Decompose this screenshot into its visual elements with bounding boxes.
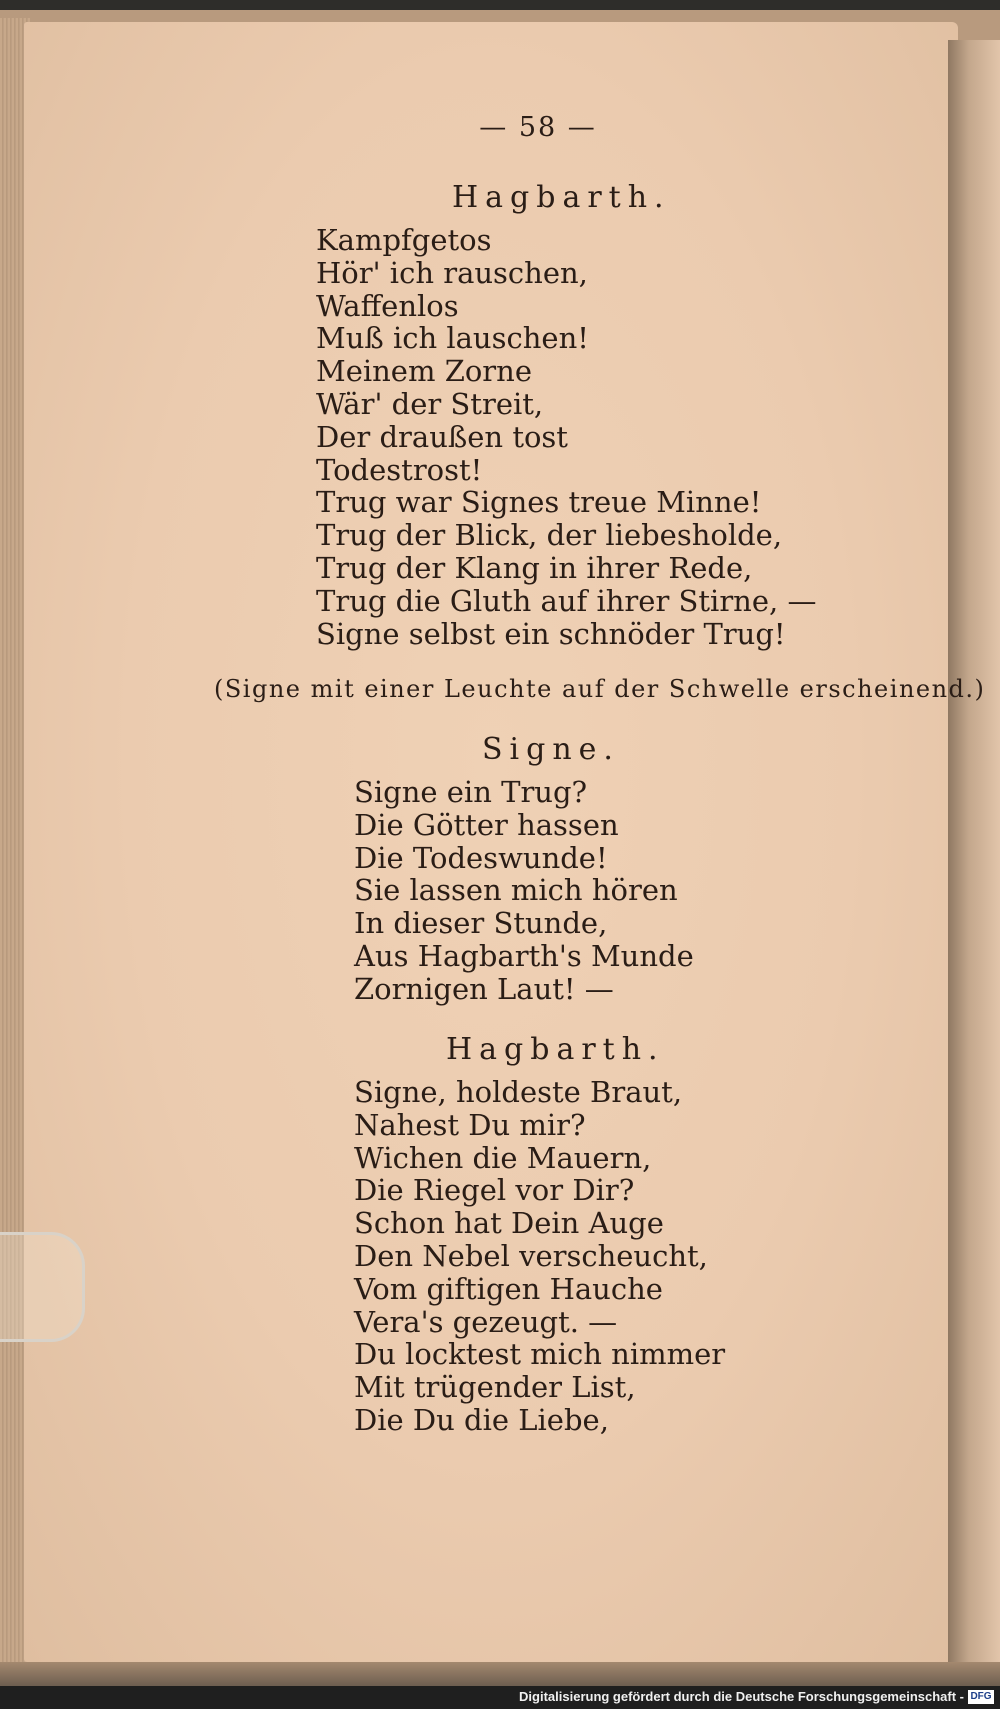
verse-line: Zornigen Laut! — [354,971,614,1006]
verse-line: Aus Hagbarth's Munde [354,938,694,973]
verse-line: Trug der Klang in ihrer Rede, [316,550,753,585]
verse-line: Schon hat Dein Auge [354,1206,664,1241]
verse-line: Signe, holdeste Braut, [354,1075,683,1109]
verse-line: Du locktest mich nimmer [354,1337,726,1372]
verse-line: Waffenlos [316,288,459,323]
verse-line: Signe ein Trug? [354,775,588,809]
verse-line: Die Götter hassen [354,807,619,842]
verse-block [354,1076,725,1437]
verse-line: Nahest Du mir? [354,1107,586,1142]
book-bottom-edge [0,1662,1000,1686]
bookmark-tab [0,1232,85,1342]
verse-line: Mit trügender List, [354,1370,636,1405]
verse-line: Trug der Blick, der liebesholde, [316,518,783,553]
speaker-heading: Hagbarth. [452,180,671,215]
verse-line: Hör' ich rauschen, [316,255,588,290]
book-gutter [948,40,1000,1665]
footer-bar [0,1686,1000,1709]
verse-line: Meinem Zorne [316,354,532,389]
speaker-heading: Signe. [482,732,620,767]
verse-line: Trug war Signes treue Minne! [316,485,762,520]
verse-line: Kampfgetos [316,223,492,257]
verse-line: Wichen die Mauern, [354,1140,652,1175]
page-number: — 58 — [479,112,597,143]
verse-line: Die Todeswunde! [354,840,608,875]
verse-line: Vera's gezeugt. — [354,1304,618,1339]
verse-line: In dieser Stunde, [354,906,608,941]
verse-line: Muß ich lauschen! [316,321,589,356]
verse-line: Die Du die Liebe, [354,1402,609,1437]
funding-credit: Digitalisierung gefördert durch die Deutsche Forschungsgemeinschaft - [519,1689,964,1704]
verse-line: Trug die Gluth auf ihrer Stirne, — [316,583,817,618]
verse-line: Wär' der Streit, [316,386,544,421]
verse-line: Todestrost! [316,452,483,487]
verse-line: Vom giftigen Hauche [354,1271,663,1306]
verse-block [316,224,816,650]
verse-line: Sie lassen mich hören [354,873,678,908]
verse-line: Der draußen tost [316,419,568,454]
dfg-logo: DFG [968,1690,994,1704]
verse-line: Den Nebel verscheucht, [354,1238,708,1273]
speaker-heading: Hagbarth. [446,1032,665,1067]
stage-direction: (Signe mit einer Leuchte auf der Schwelle erscheinend.) [214,675,986,703]
verse-line: Die Riegel vor Dir? [354,1173,635,1208]
verse-line: Signe selbst ein schnöder Trug! [316,616,786,651]
verse-block [354,776,694,1006]
